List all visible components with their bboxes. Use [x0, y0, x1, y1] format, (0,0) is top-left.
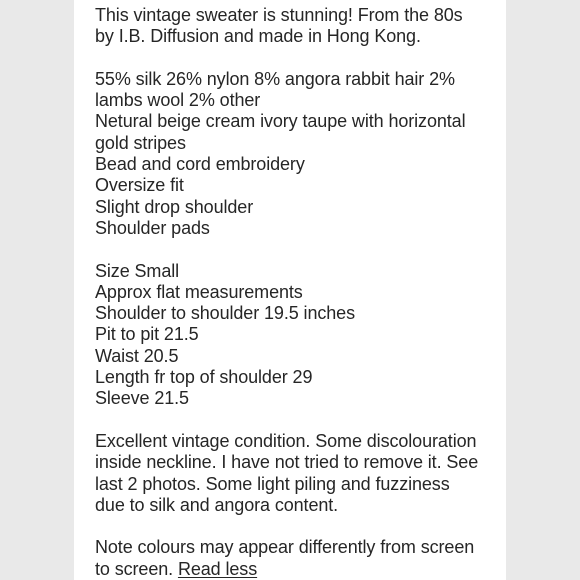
description-line: inside neckline. I have not tried to remove it. See [95, 452, 479, 473]
details-paragraph [95, 69, 500, 239]
description-line: Slight drop shoulder [95, 196, 254, 217]
description-line: Shoulder pads [95, 217, 210, 238]
paragraph-gap [95, 48, 500, 69]
measurements-paragraph [95, 261, 500, 410]
intro-paragraph [95, 5, 500, 48]
description-line: 55% silk 26% nylon 8% angora rabbit hair 2% [95, 68, 455, 89]
description-line: last 2 photos. Some light piling and fuzziness [95, 473, 450, 494]
paragraph-gap [95, 516, 500, 537]
description-line: Note colours may appear differently from screen [95, 537, 475, 558]
description-line: Bead and cord embroidery [95, 154, 305, 175]
paragraph-gap [95, 410, 500, 431]
description-line: This vintage sweater is stunning! From the 80s [95, 5, 463, 25]
description-line: due to silk and angora content. [95, 494, 339, 515]
description-line: Oversize fit [95, 175, 184, 196]
item-description [95, 5, 500, 580]
description-line: Approx flat measurements [95, 281, 303, 302]
description-line: Length fr top of shoulder 29 [95, 367, 313, 388]
description-last-line [95, 559, 500, 580]
description-line: Shoulder to shoulder 19.5 inches [95, 303, 355, 324]
description-line: Excellent vintage condition. Some discolouration [95, 430, 477, 451]
condition-paragraph [95, 431, 500, 516]
description-line: Waist 20.5 [95, 345, 179, 366]
description-line: Netural beige cream ivory taupe with horizontal [95, 111, 466, 132]
description-line: Size Small [95, 260, 180, 281]
paragraph-gap [95, 239, 500, 260]
description-line: by I.B. Diffusion and made in Hong Kong. [95, 26, 421, 47]
description-line: Pit to pit 21.5 [95, 324, 199, 345]
listing-description-panel [74, 0, 506, 580]
description-line-text: to screen. [95, 558, 174, 579]
description-line: lambs wool 2% other [95, 90, 261, 111]
description-line: gold stripes [95, 132, 186, 153]
note-paragraph [95, 537, 500, 580]
read-less-link[interactable]: Read less [177, 558, 258, 579]
description-line: Sleeve 21.5 [95, 388, 189, 409]
